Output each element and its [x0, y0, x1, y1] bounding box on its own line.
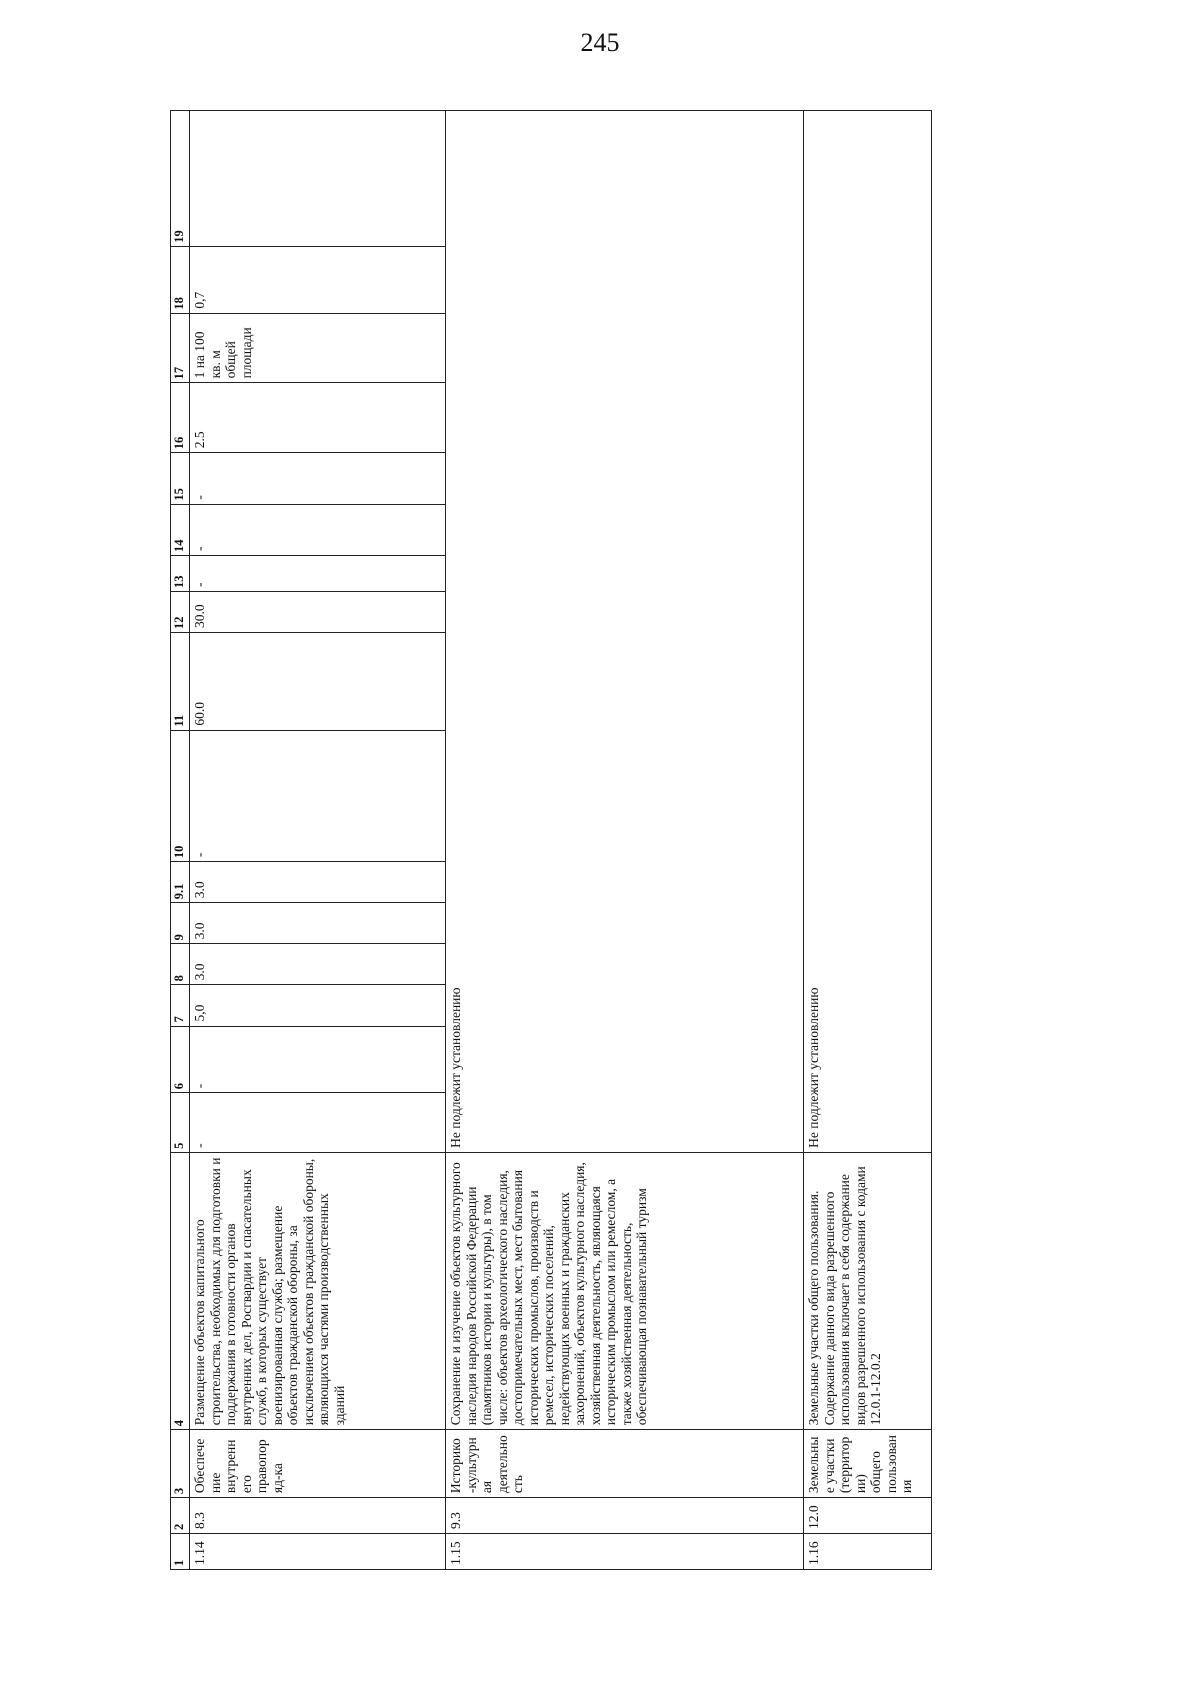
- col-header: 11: [171, 633, 190, 731]
- col-header: 5: [171, 1093, 190, 1153]
- value-cell: 0,7: [190, 246, 446, 313]
- col-header: 2: [171, 1498, 190, 1534]
- value-cell: 5,0: [190, 985, 446, 1026]
- value-cell: [190, 111, 446, 247]
- parking-norm-cell: 1 на 100 кв. м общей площади: [190, 313, 446, 383]
- value-cell: -: [190, 453, 446, 504]
- value-cell: -: [190, 730, 446, 862]
- table-row: [804, 111, 932, 1570]
- col-header: 1: [171, 1534, 190, 1570]
- col-header: 3: [171, 1430, 190, 1498]
- col-header: 13: [171, 556, 190, 592]
- table-row: [446, 111, 804, 1570]
- page-number: 245: [580, 28, 620, 57]
- value-cell: 2.5: [190, 383, 446, 453]
- row-number: 1.16: [804, 1534, 932, 1570]
- code-cell: 12.0: [804, 1498, 932, 1534]
- code-cell: 9.3: [446, 1498, 804, 1534]
- regulations-table: [170, 110, 932, 1570]
- col-header: 18: [171, 246, 190, 313]
- value-cell: -: [190, 1026, 446, 1093]
- not-applicable-note: Не подлежит установлению: [804, 111, 932, 1153]
- value-cell: 3.0: [190, 903, 446, 944]
- use-name-cell: Земельные участки (территории) общего пользования: [804, 1430, 932, 1498]
- table-row: [190, 111, 446, 1570]
- value-cell: -: [190, 504, 446, 555]
- col-header: 14: [171, 504, 190, 555]
- header-row: [171, 111, 190, 1570]
- col-header: 17: [171, 313, 190, 383]
- col-header: 9.1: [171, 862, 190, 903]
- col-header: 9: [171, 903, 190, 944]
- value-cell: 3.0: [190, 944, 446, 985]
- col-header: 19: [171, 111, 190, 247]
- use-name-cell: Историко-культурная деятельность: [446, 1430, 804, 1498]
- row-number: 1.15: [446, 1534, 804, 1570]
- code-cell: 8.3: [190, 1498, 446, 1534]
- value-cell: 3.0: [190, 862, 446, 903]
- value-cell: 30.0: [190, 591, 446, 632]
- row-number: 1.14: [190, 1534, 446, 1570]
- col-header: 6: [171, 1026, 190, 1093]
- col-header: 12: [171, 591, 190, 632]
- col-header: 7: [171, 985, 190, 1026]
- col-header: 15: [171, 453, 190, 504]
- use-description-cell: Земельные участки общего пользования. Содержание данного вида разрешенного использования включает в себя содержание видов разрешенного использования с кодами 12.0.1-12.0.2: [804, 1152, 932, 1429]
- col-header: 8: [171, 944, 190, 985]
- not-applicable-note: Не подлежит установлению: [446, 111, 804, 1153]
- col-header: 16: [171, 383, 190, 453]
- value-cell: -: [190, 556, 446, 592]
- use-description-cell: Сохранение и изучение объектов культурного наследия народов Российской Федерации (памятников истории и культуры), в том числе: объектов археологического наследия, достопримечательных мест, мест бытования исторических промыслов, производств и ремесел, исторических поселений, недействующих военных и гражданских захоронений, объектов культурного наследия, хозяйственная деятельность, являющаяся историческим промыслом или ремеслом, а также хозяйственная деятельность, обеспечивающая познавательный туризм: [446, 1152, 804, 1429]
- col-header: 10: [171, 730, 190, 862]
- rotated-table-wrapper: [170, 110, 930, 1570]
- value-cell: -: [190, 1093, 446, 1153]
- use-name-cell: Обеспечение внутреннего правопоряд-ка: [190, 1430, 446, 1498]
- col-header: 4: [171, 1152, 190, 1429]
- value-cell: 60.0: [190, 633, 446, 731]
- use-description-cell: Размещение объектов капитального строительства, необходимых для подготовки и поддержания в готовности органов внутренних дел, Росгвардии и спасательных служб, в которых существует военизированная служба; размещение объектов гражданской обороны, за исключением объектов гражданской обороны, являющихся частями производственных зданий: [190, 1152, 446, 1429]
